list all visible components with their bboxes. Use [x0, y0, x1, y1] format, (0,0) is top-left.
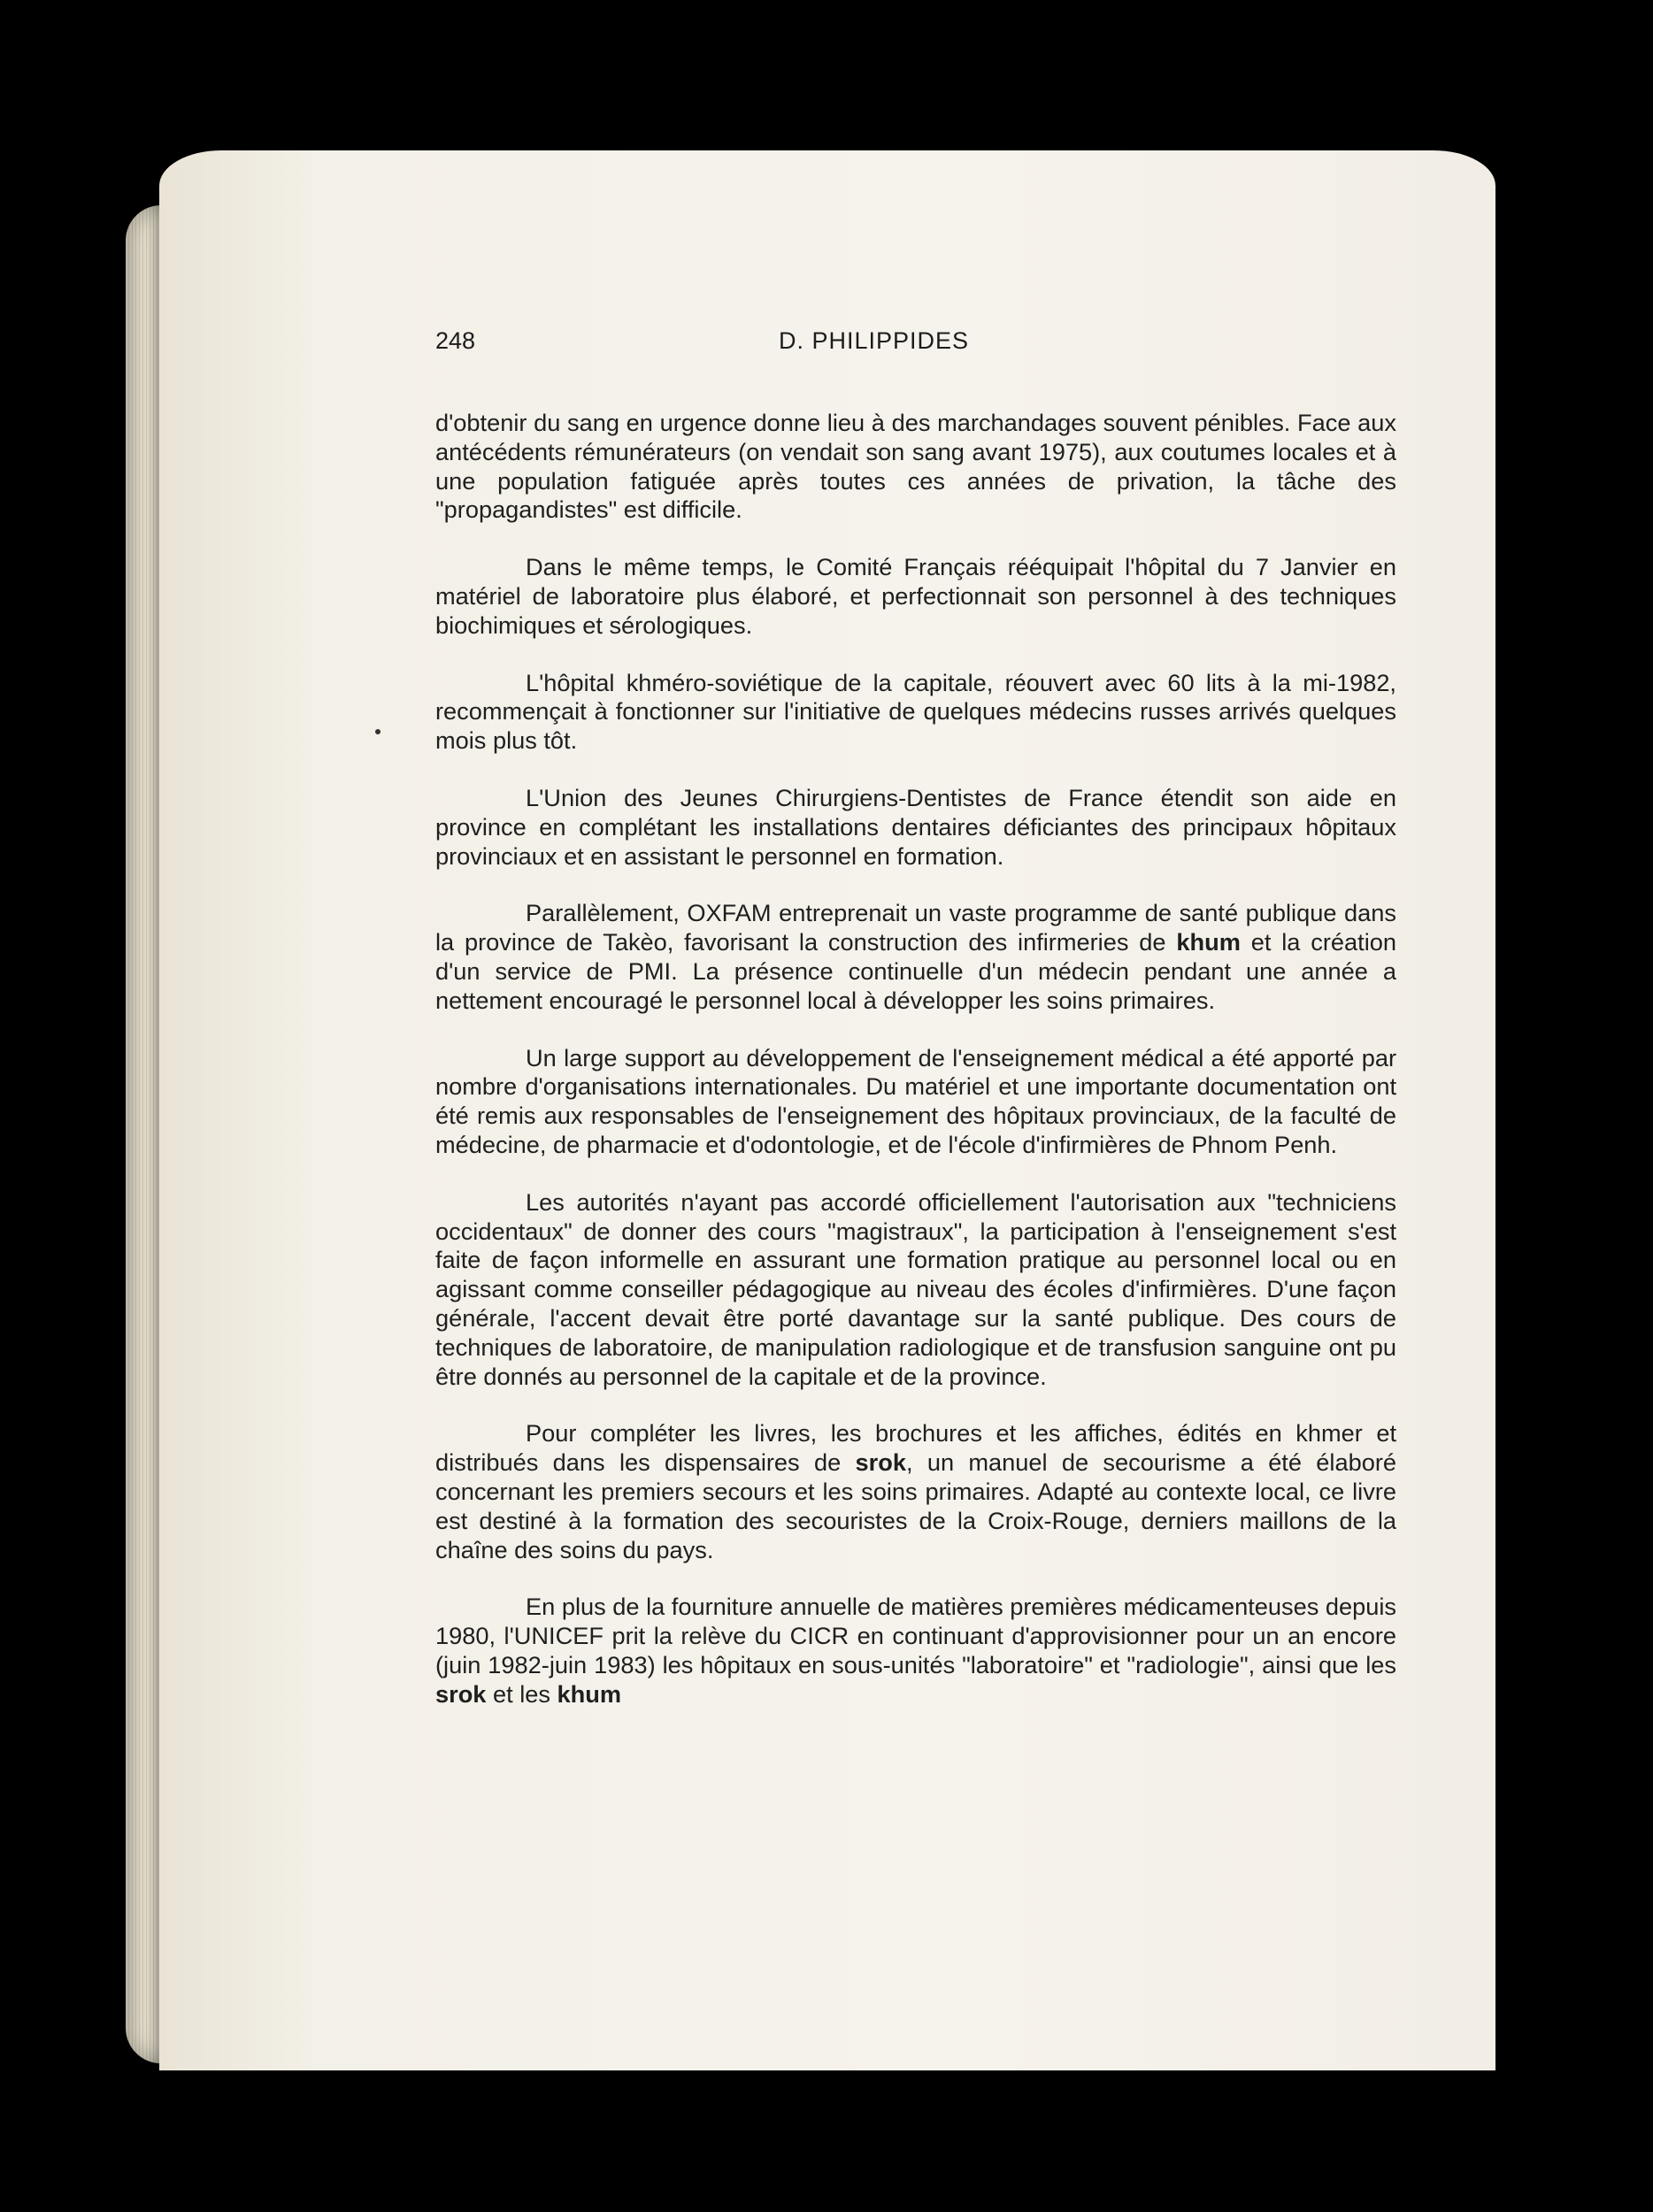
- page-header: [0, 327, 1653, 363]
- term-srok: srok: [435, 1679, 487, 1708]
- paragraph-2: L'hôpital khméro-soviétique de la capitale, réouvert avec 60 lits à la mi-1982, recommençait à fonctionner sur l'initiative de quelques médecins russes arrivés quelques mois plus tôt.: [435, 668, 1396, 755]
- body-text: [435, 409, 1396, 1737]
- paragraph-4: Parallèlement, OXFAM entreprenait un vaste programme de santé publique dans la province de Takèo, favorisant la construction des infirmeries de khum et la création d'un service de PMI. La présence continuelle d'un médecin pendant une année a nettement encouragé le personnel local à développer les soins primaires.: [435, 899, 1397, 1014]
- paragraph-5: Un large support au développement de l'enseignement médical a été apporté par nombre d'organisations internationales. Du matériel et une importante documentation ont été remis aux responsables de l'enseignement des hôpitaux provinciaux, de la faculté de médecine, de pharmacie et d'odontologie, et de l'école d'infirmières de Phnom Penh.: [435, 1043, 1396, 1158]
- paragraph-6: Les autorités n'ayant pas accordé officiellement l'autorisation aux "techniciens occidentaux" de donner des cours "magistraux", la participation à l'enseignement s'est faite de façon informelle en assurant une formation pratique au personnel local ou en agissant comme conseiller pédagogique au niveau des écoles d'infirmières. D'une façon générale, l'accent devait être porté davantage sur la santé publique. Des cours de techniques de laboratoire, de manipulation radiologique et de transfusion sanguine ont pu être donnés au personnel de la capitale et de la province.: [435, 1187, 1396, 1390]
- paragraph-8: En plus de la fourniture annuelle de matières premières médicamenteuses depuis 1980, l'UNICEF prit la relève du CICR en continuant d'approvisionner pour un an encore (juin 1982-juin 1983) les hôpitaux en sous-unités "laboratoire" et "radiologie", ainsi que les srok et les khum: [435, 1593, 1396, 1708]
- term-khum: khum: [557, 1679, 622, 1708]
- term-khum: khum: [1176, 928, 1241, 956]
- term-srok: srok: [855, 1448, 906, 1477]
- paragraph-1: Dans le même temps, le Comité Français rééquipait l'hôpital du 7 Janvier en matériel de laboratoire plus élaboré, et perfectionnait son personnel à des techniques biochimiques et sérologiques.: [435, 553, 1396, 639]
- paragraph-0: d'obtenir du sang en urgence donne lieu à des marchandages souvent pénibles. Face aux antécédents rémunérateurs (on vendait son sang avant 1975), aux coutumes locales et à une population fatiguée après toutes ces années de privation, la tâche des "propagandistes" est difficile.: [435, 409, 1396, 524]
- running-head: D. PHILIPPIDES: [779, 327, 970, 354]
- page-number: 248: [435, 327, 476, 354]
- paragraph-7: Pour compléter les livres, les brochures et les affiches, édités en khmer et distribués dans les dispensaires de srok, un manuel de secourisme a été élaboré concernant les premiers secours et les soins primaires. Adapté au contexte local, ce livre est destiné à la formation des secouristes de la Croix-Rouge, derniers maillons de la chaîne des soins du pays.: [435, 1419, 1396, 1563]
- margin-mark: [375, 729, 381, 734]
- paragraph-3: L'Union des Jeunes Chirurgiens-Dentistes de France étendit son aide en province en complétant les installations dentaires déficiantes des principaux hôpitaux provinciaux et en assistant le personnel en formation.: [435, 783, 1396, 870]
